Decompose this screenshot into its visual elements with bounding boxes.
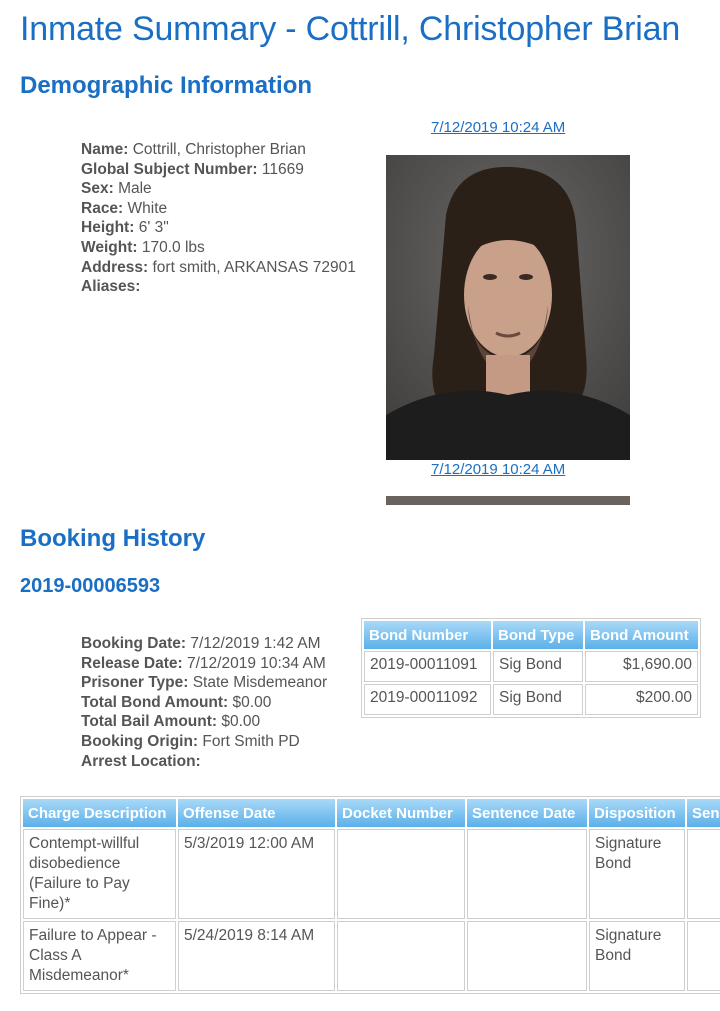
docket-number-header: Docket Number <box>337 799 465 827</box>
bond-table <box>361 618 701 718</box>
field-label: Name: <box>81 141 129 158</box>
field-value: 170.0 lbs <box>141 238 205 256</box>
charge-description-cell: Failure to Appear - Class A Misdemeanor* <box>23 921 176 991</box>
field-label: Release Date: <box>81 654 183 672</box>
field-value: $0.00 <box>232 693 272 711</box>
bond-header-row <box>364 621 698 649</box>
arrest-location-row <box>81 752 327 772</box>
table-row <box>364 651 698 682</box>
field-label: Total Bail Amount: <box>81 713 218 731</box>
field-label: Weight: <box>81 238 138 256</box>
release-date-row <box>81 654 327 674</box>
sentence-date-cell <box>467 829 587 919</box>
field-label: Sex: <box>81 180 114 198</box>
booking-fields <box>81 634 327 771</box>
sentence-cell <box>687 921 720 991</box>
offense-date-header: Offense Date <box>178 799 335 827</box>
weight-row <box>81 238 356 258</box>
field-value: Fort Smith PD <box>202 732 300 750</box>
field-label: Global Subject Number: <box>81 160 258 178</box>
field-label: Aliases: <box>81 278 141 296</box>
booking-number: 2019-00006593 <box>20 575 161 597</box>
bond-amount-header: Bond Amount <box>585 621 698 649</box>
field-label: Booking Date: <box>81 635 187 652</box>
demographic-heading: Demographic Information <box>20 72 313 99</box>
field-label: Prisoner Type: <box>81 674 189 692</box>
address-row <box>81 258 356 278</box>
bond-amount-cell: $200.00 <box>585 684 698 715</box>
field-label: Booking Origin: <box>81 732 199 750</box>
booking-date-row <box>81 634 327 654</box>
field-value: 11669 <box>261 160 304 178</box>
field-label: Arrest Location: <box>81 752 201 770</box>
charge-header-row <box>23 799 720 827</box>
field-value: 6' 3" <box>138 219 169 237</box>
mugshot-image <box>386 155 630 460</box>
prisoner-type-row <box>81 673 327 693</box>
bond-number-header: Bond Number <box>364 621 491 649</box>
bond-amount-cell: $1,690.00 <box>585 651 698 682</box>
sentence-date-header: Sentence Date <box>467 799 587 827</box>
field-label: Total Bond Amount: <box>81 693 229 711</box>
photo-date-link[interactable]: 7/12/2019 10:24 AM <box>431 461 566 478</box>
mugshot-photo[interactable] <box>386 155 630 460</box>
docket-number-cell <box>337 921 465 991</box>
sentence-date-cell <box>467 921 587 991</box>
bond-type-header: Bond Type <box>493 621 583 649</box>
table-row <box>364 684 698 715</box>
field-value: State Misdemeanor <box>192 674 328 692</box>
bond-number-cell: 2019-00011092 <box>364 684 491 715</box>
page-title: Inmate Summary - Cottrill, Christopher Brian <box>20 10 681 48</box>
field-value: White <box>127 199 168 217</box>
sentence-cell <box>687 829 720 919</box>
race-row <box>81 199 356 219</box>
field-value: Cottrill, Christopher Brian <box>132 141 306 158</box>
bond-type-cell: Sig Bond <box>493 651 583 682</box>
height-row <box>81 218 356 238</box>
demographic-fields <box>81 140 356 297</box>
booking-history-heading: Booking History <box>20 525 206 552</box>
field-value: $0.00 <box>221 713 261 731</box>
photo-date-link[interactable]: 7/12/2019 10:24 AM <box>431 119 566 136</box>
aliases-row <box>81 277 356 297</box>
charge-table <box>20 796 720 994</box>
sex-row <box>81 179 356 199</box>
total-bond-row <box>81 693 327 713</box>
global-subject-number-row <box>81 160 356 180</box>
field-value: fort smith, ARKANSAS 72901 <box>152 258 356 276</box>
field-value: 7/12/2019 1:42 AM <box>190 635 321 652</box>
field-label: Address: <box>81 258 149 276</box>
charge-description-header: Charge Description <box>23 799 176 827</box>
bond-number-cell: 2019-00011091 <box>364 651 491 682</box>
offense-date-cell: 5/24/2019 8:14 AM <box>178 921 335 991</box>
sentence-header: Sen <box>687 799 720 827</box>
field-value: Male <box>118 180 152 198</box>
field-label: Height: <box>81 219 135 237</box>
table-row <box>23 829 720 919</box>
offense-date-cell: 5/3/2019 12:00 AM <box>178 829 335 919</box>
booking-origin-row <box>81 732 327 752</box>
table-row <box>23 921 720 991</box>
total-bail-row <box>81 712 327 732</box>
field-value: 7/12/2019 10:34 AM <box>186 654 326 672</box>
charge-description-cell: Contempt-willful disobedience (Failure to Pay Fine)* <box>23 829 176 919</box>
docket-number-cell <box>337 829 465 919</box>
second-photo-thumbnail[interactable] <box>386 496 630 505</box>
disposition-header: Disposition <box>589 799 685 827</box>
name-row <box>81 140 356 160</box>
disposition-cell: Signature Bond <box>589 829 685 919</box>
field-label: Race: <box>81 199 124 217</box>
bond-type-cell: Sig Bond <box>493 684 583 715</box>
disposition-cell: Signature Bond <box>589 921 685 991</box>
